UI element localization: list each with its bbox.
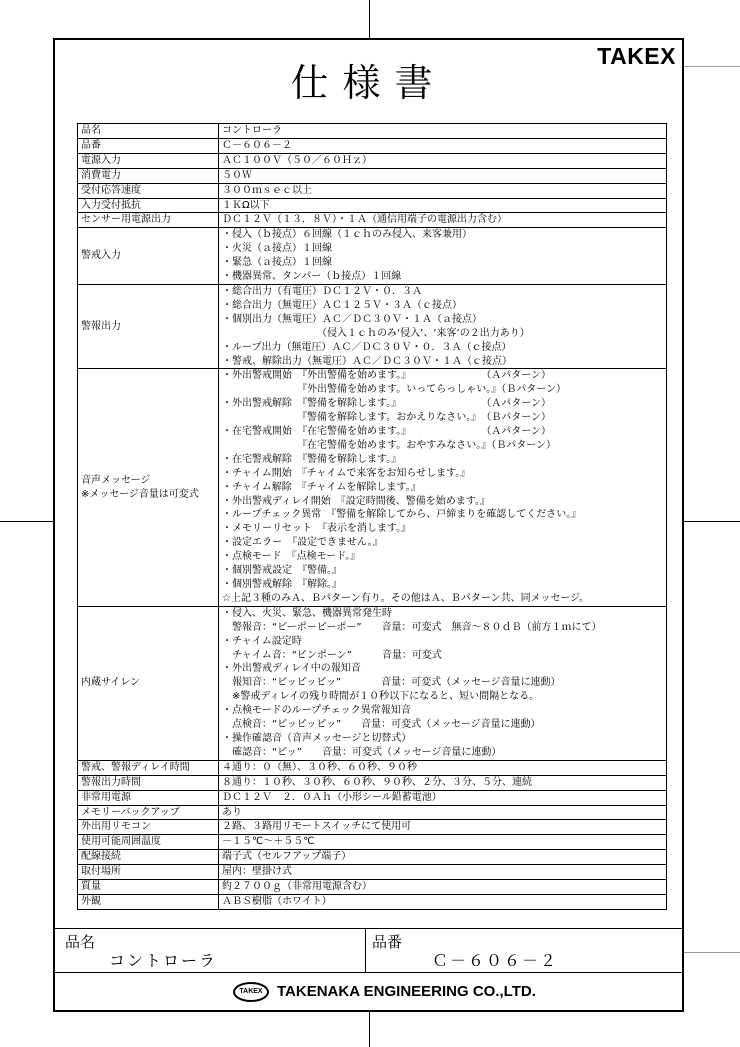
spec-value-line: Ｃ－６０６－２: [222, 139, 292, 151]
spec-value-line: ・警戒、解除出力（無電圧）ＡＣ／ＤＣ３０Ｖ・１Ａ（ｃ接点）: [222, 355, 512, 367]
spec-value-line: 『在宅警備を始めます。おやすみなさい。』（Ｂパターン）: [222, 439, 556, 451]
spec-value-line: ・外出警戒開始 『外出警備を始めます。』 （Ａパターン）: [222, 370, 551, 382]
spec-value: [219, 850, 667, 865]
spec-value-line: ＤＣ１２Ｖ ２．０Ａｈ（小形シール鉛蓄電池）: [222, 791, 442, 803]
spec-value-line: ・チャイム設定時: [222, 635, 302, 647]
footer-name-label: 品名: [65, 933, 96, 951]
spec-row: [78, 606, 667, 760]
spec-row: [78, 198, 667, 213]
spec-label: 音声メッセージ ※メッセージ音量は可変式: [78, 369, 219, 606]
spec-label: メモリーバックアップ: [78, 805, 219, 820]
spec-value: [219, 805, 667, 820]
spec-value: [219, 138, 667, 153]
spec-value: [219, 198, 667, 213]
spec-label: 使用可能周囲温度: [78, 835, 219, 850]
spec-value-line: ５０Ｗ: [222, 169, 252, 181]
spec-value-line: 約２７００ｇ（非常用電源含む）: [222, 881, 372, 893]
footer: [55, 928, 682, 1012]
spec-row: [78, 850, 667, 865]
spec-value-line: －１５℃～＋５５℃: [222, 836, 315, 848]
spec-row: [78, 228, 667, 285]
spec-label: 品番: [78, 138, 219, 153]
spec-value-line: 確認音：“ピッ” 音量：可変式（メッセージ音量に連動）: [222, 746, 502, 758]
spec-value: [219, 606, 667, 760]
spec-value-line: 報知音：“ピッピッピッ” 音量：可変式（メッセージ音量に連動）: [222, 677, 561, 689]
spec-row: [78, 760, 667, 775]
spec-row: [78, 775, 667, 790]
spec-value-line: ・在宅警戒開始 『在宅警備を始めます。』 （Ａパターン）: [222, 426, 551, 438]
spec-value: [219, 183, 667, 198]
spec-row: [78, 369, 667, 606]
spec-value-line: ・点検モードのループチェック異常報知音: [222, 705, 411, 717]
spec-sheet: [53, 38, 684, 1012]
spec-value-line: ・在宅警戒解除 『警備を解除します。』: [222, 453, 402, 465]
spec-value-line: 点検音：“ピッピッピッ” 音量：可変式（メッセージ音量に連動）: [222, 719, 541, 731]
spec-row: [78, 894, 667, 909]
spec-value: [219, 284, 667, 368]
spec-value: [219, 228, 667, 285]
spec-table: [77, 123, 667, 910]
crop-mark-top: [369, 0, 370, 38]
spec-value-line: ・総合出力（有電圧）ＤＣ１２Ｖ・０．３Ａ: [222, 285, 422, 297]
spec-value-line: ・設定エラー 『設定できません。』: [222, 537, 383, 549]
spec-value-line: ・外出警戒ディレイ中の報知音: [222, 663, 361, 675]
spec-value-line: ※警戒ディレイの残り時間が１０秒以下になると、短い間隔となる。: [222, 691, 540, 703]
footer-code-value: Ｃ－６０６－２: [432, 951, 559, 970]
footer-company: [55, 972, 682, 1012]
crop-mark-right: [684, 521, 740, 522]
spec-value-line: 端子式（セルフアップ端子）: [222, 851, 352, 863]
spec-value-line: ・点検モード 『点検モード。』: [222, 551, 361, 563]
spec-value: [219, 790, 667, 805]
spec-row: [78, 213, 667, 228]
spec-row: [78, 805, 667, 820]
spec-row: [78, 790, 667, 805]
spec-value-line: ・緊急（ａ接点）１回線: [222, 257, 332, 269]
spec-value-line: １ＫΩ以下: [222, 199, 270, 211]
spec-value: [219, 213, 667, 228]
spec-value-line: ・総合出力（無電圧）ＡＣ１２５Ｖ・３Ａ（ｃ接点）: [222, 299, 462, 311]
spec-label: 取付場所: [78, 865, 219, 880]
spec-label: 警報出力時間: [78, 775, 219, 790]
spec-label: 非常用電源: [78, 790, 219, 805]
spec-value-line: あり: [222, 806, 242, 818]
company-name: TAKENAKA ENGINEERING CO.,LTD.: [277, 983, 536, 1000]
spec-value-line: ＤＣ１２Ｖ（１３．８Ｖ）・１Ａ（通信用端子の電源出力含む）: [222, 214, 507, 226]
spec-row: [78, 880, 667, 895]
spec-label: 質量: [78, 880, 219, 895]
spec-label: 警戒、警報ディレイ時間: [78, 760, 219, 775]
footer-code-label: 品番: [372, 933, 403, 951]
spec-value-line: ・外出警戒解除 『警備を解除します。』 （Ａパターン）: [222, 398, 551, 410]
spec-value-line: ☆上記３種のみＡ、Ｂパターン有り。その他はＡ、Ｂパターン共、同メッセージ。: [222, 592, 590, 604]
crop-mark-right-bottom: [684, 952, 740, 953]
spec-value-line: チャイム音：“ピンポーン” 音量：可変式: [222, 649, 442, 661]
spec-value-line: ・チャイム開始 『チャイムで来客をお知らせします。』: [222, 467, 471, 479]
spec-label: 消費電力: [78, 168, 219, 183]
spec-label: 警報出力: [78, 284, 219, 368]
spec-value-line: ＡＣ１００Ｖ（５０／６０Ｈｚ）: [222, 154, 372, 166]
spec-label: 警戒入力: [78, 228, 219, 285]
crop-mark-right-top: [684, 66, 740, 67]
spec-value: [219, 153, 667, 168]
spec-value-line: 屋内：壁掛け式: [222, 866, 292, 878]
spec-row: [78, 183, 667, 198]
spec-value-line: ・個別警戒設定 『警備。』: [222, 565, 342, 577]
spec-label: 外観: [78, 894, 219, 909]
spec-row: [78, 835, 667, 850]
spec-label: 受付応答速度: [78, 183, 219, 198]
spec-value-line: ・ループチェック異常 『警備を解除してから、戸締まりを確認してください。』: [222, 509, 582, 521]
footer-product-code: [366, 928, 682, 972]
spec-value-line: ４通り：０（無）、３０秒、６０秒、９０秒: [222, 761, 417, 773]
spec-value-line: ２路、３路用リモートスイッチにて使用可: [222, 821, 412, 833]
crop-mark-bottom: [369, 1012, 370, 1047]
spec-value-line: ・個別出力（無電圧）ＡＣ／ＤＣ３０Ｖ・１Ａ（ａ接点）: [222, 313, 482, 325]
spec-row: [78, 865, 667, 880]
spec-row: [78, 820, 667, 835]
spec-row: [78, 124, 667, 139]
spec-row: [78, 168, 667, 183]
spec-label: 内蔵サイレン: [78, 606, 219, 760]
spec-value-line: （侵入１ｃｈのみ‘侵入’、‘来客’の２出力あり）: [222, 327, 530, 339]
spec-row: [78, 138, 667, 153]
spec-value: [219, 760, 667, 775]
spec-value-line: ・機器異常、タンパー（ｂ接点）１回線: [222, 271, 402, 283]
spec-value: [219, 775, 667, 790]
spec-label: センサー用電源出力: [78, 213, 219, 228]
spec-value-line: ・外出警戒ディレイ開始 『設定時間後、警備を始めます。』: [222, 495, 490, 507]
spec-row: [78, 284, 667, 368]
spec-value-line: ・チャイム解除 『チャイムを解除します。』: [222, 481, 421, 493]
spec-value-line: 警報音：“ピーポーピーポー” 音量：可変式 無音～８０ｄＢ（前方１ｍにて）: [222, 621, 602, 633]
spec-label: 配線接続: [78, 850, 219, 865]
spec-label: 電源入力: [78, 153, 219, 168]
spec-value-line: ＡＢＳ樹脂（ホワイト）: [222, 895, 332, 907]
spec-value-line: ・メモリーリセット 『表示を消します。』: [222, 523, 412, 535]
spec-value-line: ・操作確認音（音声メッセージと切替式）: [222, 732, 412, 744]
spec-value-line: ・侵入（ｂ接点）６回線（１ｃｈのみ侵入、来客兼用）: [222, 229, 472, 241]
spec-value-line: 『外出警備を始めます。いってらっしゃい。』（Ｂパターン）: [222, 384, 566, 396]
spec-value-line: ・侵入、火災、緊急、機器異常発生時: [222, 607, 392, 619]
spec-value-line: ・ループ出力（無電圧）ＡＣ／ＤＣ３０Ｖ・０．３Ａ（ｃ接点）: [222, 341, 512, 353]
brand-logo: TAKEX: [597, 43, 676, 69]
spec-value: [219, 820, 667, 835]
footer-product-name: [55, 928, 366, 972]
spec-value-line: ・火災（ａ接点）１回線: [222, 243, 332, 255]
spec-value: [219, 835, 667, 850]
company-logo: TAKEX: [233, 982, 269, 1002]
spec-value: [219, 865, 667, 880]
spec-value-line: ３００ｍｓｅｃ以上: [222, 184, 312, 196]
spec-row: [78, 153, 667, 168]
spec-label: 外出用リモコン: [78, 820, 219, 835]
spec-value-line: ・個別警戒解除 『解除。』: [222, 579, 342, 590]
spec-value-line: コントローラ: [222, 125, 282, 136]
spec-value: [219, 369, 667, 606]
crop-mark-left: [0, 521, 53, 522]
spec-value: [219, 894, 667, 909]
footer-name-value: コントローラ: [109, 951, 218, 970]
spec-value: [219, 124, 667, 139]
spec-label: 入力受付抵抗: [78, 198, 219, 213]
spec-value-line: ８通り：１０秒、３０秒、６０秒、９０秒、２分、３分、５分、連続: [222, 776, 532, 788]
spec-label: 品名: [78, 124, 219, 139]
page-title: 仕様書: [290, 61, 447, 105]
spec-value: [219, 880, 667, 895]
spec-value-line: 『警備を解除します。おかえりなさい。』 （Ｂパターン）: [222, 412, 551, 424]
spec-value: [219, 168, 667, 183]
